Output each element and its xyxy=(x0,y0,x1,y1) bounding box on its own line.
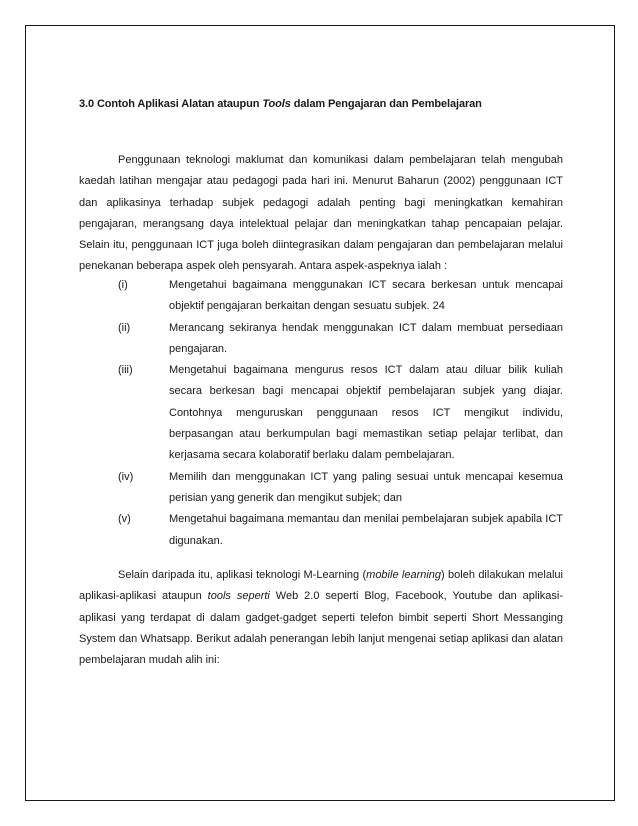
paragraph-mlearning xyxy=(79,565,563,671)
list-item xyxy=(79,360,563,466)
list-item xyxy=(79,509,563,552)
list-item-text: Mengetahui bagaimana memantau dan menilai pembelajaran subjek apabila ICT digunakan. xyxy=(169,513,563,547)
paragraph-mlearning-part3: Web 2.0 seperti Blog, Facebook, Youtube dan aplikasi-aplikasi yang terdapat di dalam gadget-gadget seperti telefon bimbit seperti Short Messanging System dan Whatsapp. Berikut adalah penerangan lebih lanjut mengenai setiap aplikasi dan alatan pembelajaran mudah alih ini: xyxy=(79,590,563,667)
list-item xyxy=(79,318,563,361)
aspect-list xyxy=(79,275,563,552)
list-item-number: (i) xyxy=(118,279,128,291)
heading-part2: dalam Pengajaran dan Pembelajaran xyxy=(290,98,482,110)
heading-tools-italic: Tools xyxy=(262,98,291,110)
list-item-text: Memilih dan menggunakan ICT yang paling sesuai untuk mencapai kesemua perisian yang generik dan mengikut subjek; dan xyxy=(169,470,563,504)
section-heading xyxy=(79,98,482,110)
list-item-text: Merancang sekiranya hendak menggunakan ICT dalam membuat persediaan pengajaran. xyxy=(169,321,563,355)
list-item xyxy=(79,467,563,510)
paragraph-mlearning-part2: ) boleh dilakukan melalui aplikasi-aplikasi ataupun xyxy=(79,569,563,603)
list-item-text: Mengetahui bagaimana menggunakan ICT secara berkesan untuk mencapai objektif pengajaran berkaitan dengan sesuatu subjek. 24 xyxy=(169,279,563,313)
tools-seperti-italic: tools seperti xyxy=(207,590,270,603)
paragraph-mlearning-text xyxy=(79,565,563,671)
list-item-text: Mengetahui bagaimana mengurus resos ICT dalam atau diluar bilik kuliah secara berkesan bagi mencapai objektif pembelajaran subjek yang diajar. Contohnya menguruskan penggunaan resos ICT mengikut individu, berpasangan atau berkumpulan bagi memastikan setiap pelajar terlibat, dan kerjasama secara kolaboratif berlaku dalam pembelajaran. xyxy=(169,364,563,462)
list-item-number: (iv) xyxy=(118,470,134,483)
paragraph-mlearning-part1: Selain daripada itu, aplikasi teknologi M-Learning ( xyxy=(118,569,367,581)
list-item-number: (ii) xyxy=(118,321,131,334)
paragraph-intro xyxy=(79,150,563,278)
mobile-learning-italic: mobile learning xyxy=(366,569,442,581)
paragraph-intro-text: Penggunaan teknologi maklumat dan komunikasi dalam pembelajaran telah mengubah kaedah latihan mengajar atau pedagogi pada hari ini. Menurut Baharun (2002) penggunaan ICT dan aplikasinya terhadap subjek pedagogi adalah penting bagi meningkatkan kemahiran pengajaran, merangsang daya intelektual pelajar dan meningkatkan tahap pencapaian pelajar. Selain itu, penggunaan ICT juga boleh diintegrasikan dalam pengajaran dan pembelajaran melalui penekanan beberapa aspek oleh pensyarah. Antara aspek-aspeknya ialah : xyxy=(79,154,563,273)
list-item-number: (v) xyxy=(118,513,131,526)
list-item-number: (iii) xyxy=(118,364,133,377)
heading-part1: 3.0 Contoh Aplikasi Alatan ataupun xyxy=(79,98,263,110)
list-item xyxy=(79,275,563,318)
